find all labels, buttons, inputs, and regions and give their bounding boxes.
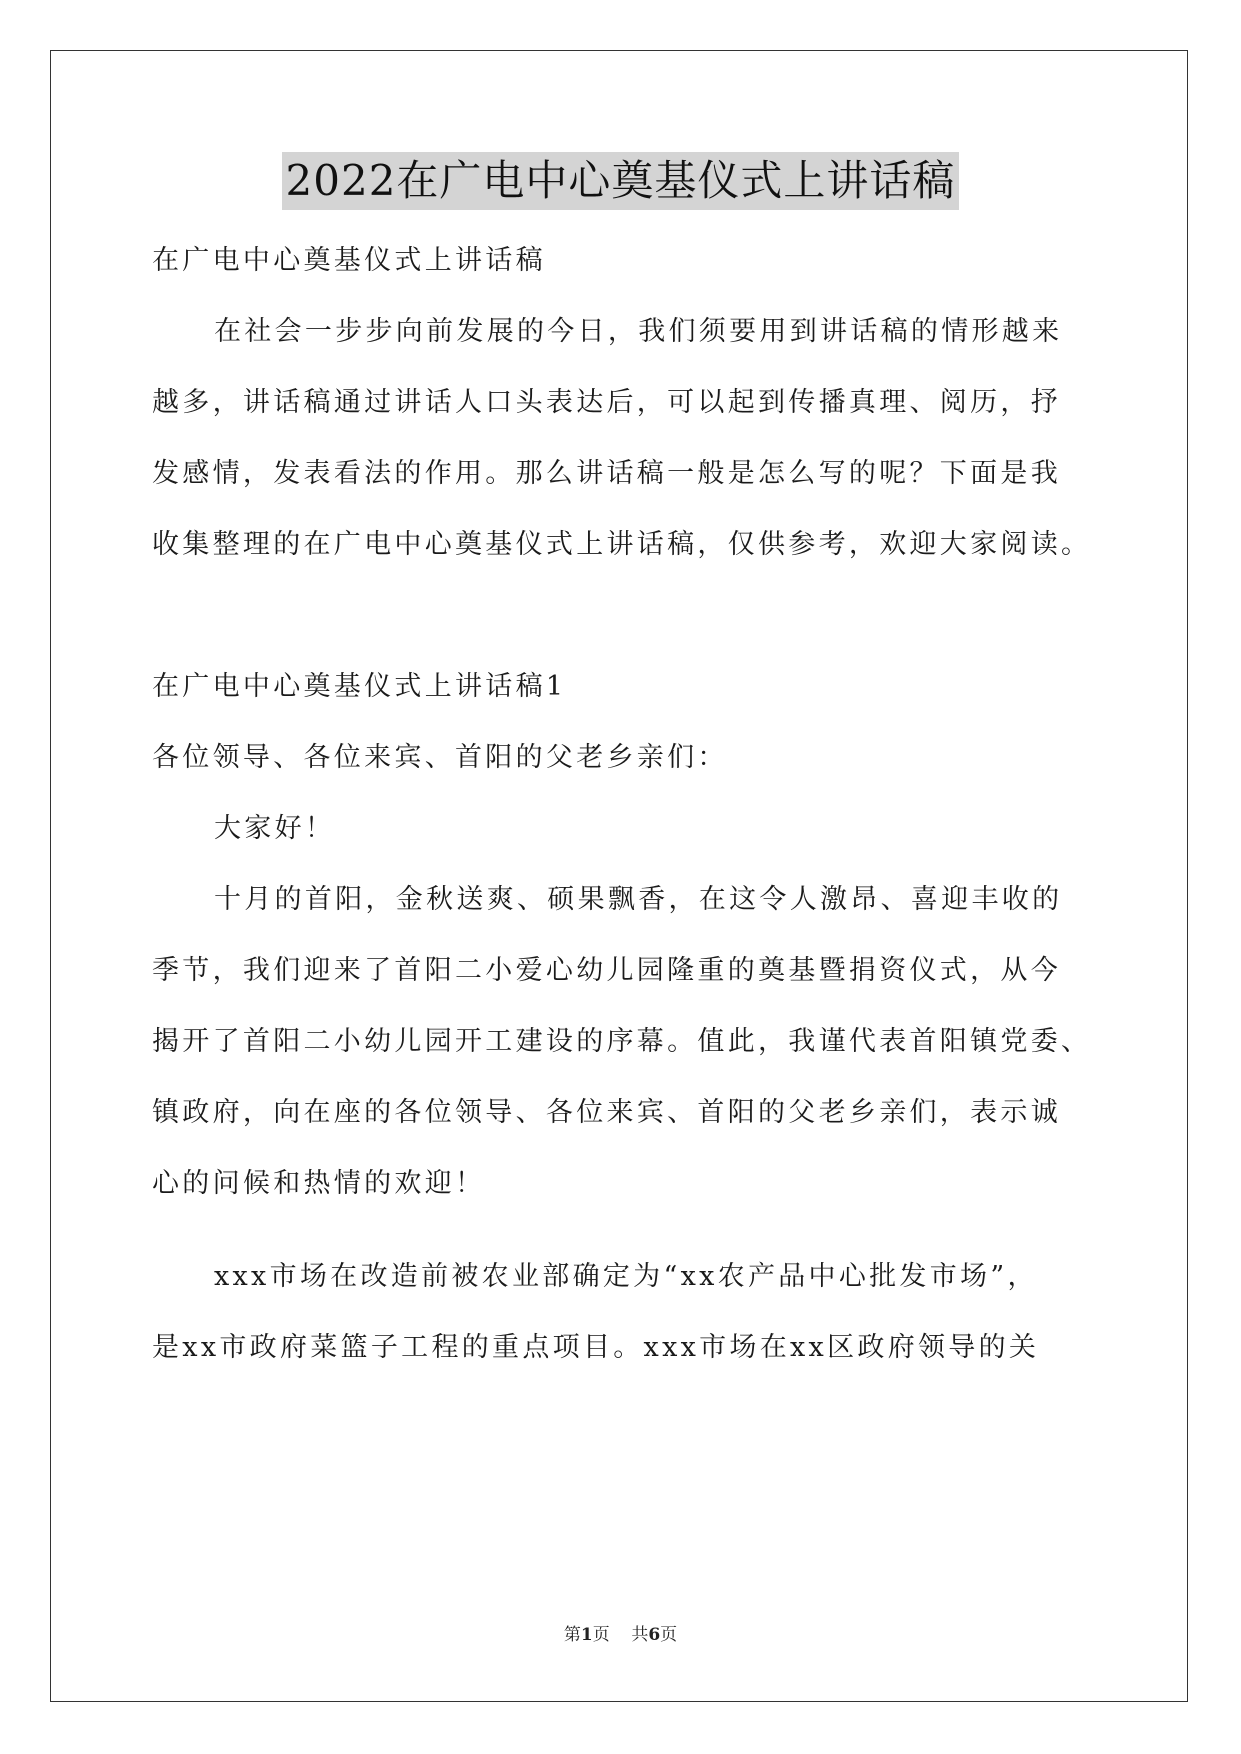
title-container <box>0 152 1241 210</box>
salutation-line: 各位领导、各位来宾、首阳的父老乡亲们： <box>152 742 728 773</box>
paragraph-line: 心的问候和热情的欢迎！ <box>152 1168 486 1199</box>
document-title: 2022在广电中心奠基仪式上讲话稿 <box>282 152 960 210</box>
section-heading: 在广电中心奠基仪式上讲话稿1 <box>152 671 567 702</box>
page-number: 1 <box>580 1625 593 1645</box>
greeting-line: 大家好！ <box>214 813 336 844</box>
paragraph-line: 十月的首阳，金秋送爽、硕果飘香，在这令人激昂、喜迎丰收的 <box>214 884 1063 915</box>
paragraph-line: 发感情，发表看法的作用。那么讲话稿一般是怎么写的呢？下面是我 <box>152 458 1061 489</box>
total-prefix: 共 <box>631 1625 649 1645</box>
page-footer <box>0 1620 1241 1645</box>
paragraph-line: 镇政府，向在座的各位领导、各位来宾、首阳的父老乡亲们，表示诚 <box>152 1097 1061 1128</box>
paragraph-line: xxx市场在改造前被农业部确定为“xx农产品中心批发市场”， <box>214 1261 1038 1292</box>
paragraph-line: 越多，讲话稿通过讲话人口头表达后，可以起到传播真理、阅历，抒 <box>152 387 1061 418</box>
paragraph-line: 揭开了首阳二小幼儿园开工建设的序幕。值此，我谨代表首阳镇党委、 <box>152 1026 1092 1057</box>
paragraph-line: 是xx市政府菜篮子工程的重点项目。xxx市场在xx区政府领导的关 <box>152 1332 1040 1363</box>
total-suffix: 页 <box>660 1625 678 1645</box>
page-suffix: 页 <box>592 1625 610 1645</box>
paragraph-line: 在社会一步步向前发展的今日，我们须要用到讲话稿的情形越来 <box>214 316 1063 347</box>
total-pages: 6 <box>648 1625 661 1645</box>
subtitle-line: 在广电中心奠基仪式上讲话稿 <box>152 245 546 276</box>
paragraph-line: 收集整理的在广电中心奠基仪式上讲话稿，仅供参考，欢迎大家阅读。 <box>152 529 1092 560</box>
page-prefix: 第 <box>563 1625 581 1645</box>
paragraph-line: 季节，我们迎来了首阳二小爱心幼儿园隆重的奠基暨捐资仪式，从今 <box>152 955 1061 986</box>
page-border <box>50 50 1188 1702</box>
